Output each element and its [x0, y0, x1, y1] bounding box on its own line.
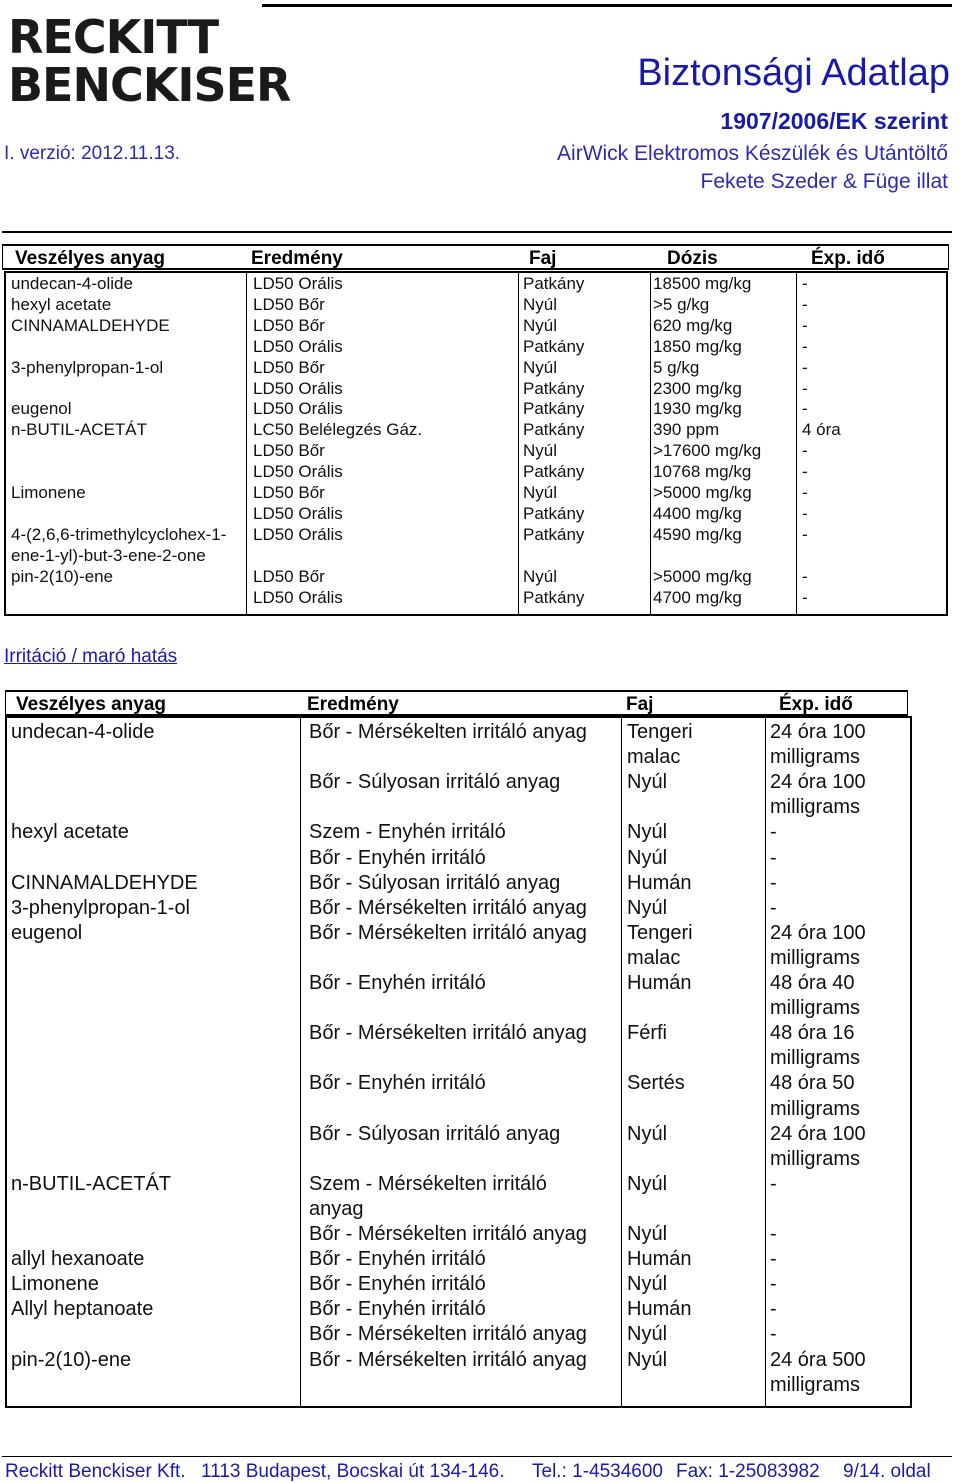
document-title: Biztonsági Adatlap: [637, 52, 950, 94]
table-cell-substance: 4-(2,6,6-trimethylcyclohex-1-: [11, 524, 227, 544]
product-name: [557, 140, 948, 196]
table-cell-substance: eugenol: [11, 921, 83, 944]
table-cell-result: LD50 Orális: [253, 462, 343, 482]
table-cell-species: Tengeri: [627, 921, 693, 944]
table-cell-dose: >17600 mg/kg: [653, 441, 762, 461]
table-cell-result: LD50 Orális: [253, 524, 343, 544]
table-cell-species: Nyúl: [627, 1348, 668, 1371]
table-cell-exposure: -: [802, 315, 808, 335]
section-title-irritation: Irritáció / maró hatás: [4, 646, 178, 667]
table-cell-substance: CINNAMALDEHYDE: [11, 871, 198, 894]
table-cell-result: Bőr - Súlyosan irritáló anyag: [309, 1122, 561, 1145]
table-cell-substance: hexyl acetate: [11, 821, 129, 844]
table-cell-exposure: -: [770, 1323, 777, 1346]
footer-address: 1113 Budapest, Bocskai út 134-146.: [201, 1461, 505, 1482]
header-top-rule: [262, 4, 952, 7]
table-cell-species: Patkány: [523, 336, 585, 356]
table-cell-result: LD50 Orális: [253, 336, 343, 356]
column-header-exposure: Éxp. idő: [779, 694, 853, 715]
table-cell-species: Férfi: [627, 1022, 667, 1045]
footer-phone: Tel.: 1-4534600: [532, 1461, 663, 1482]
table-cell-species: Patkány: [523, 462, 585, 482]
table-cell-dose: >5000 mg/kg: [653, 566, 752, 586]
table-cell-species: Nyúl: [523, 315, 558, 335]
table-cell-result: Bőr - Mérsékelten irritáló anyag: [309, 1323, 587, 1346]
column-divider: [246, 273, 247, 614]
table-cell-species: Nyúl: [627, 1273, 668, 1296]
table-cell-result: LD50 Orális: [253, 503, 343, 523]
table-cell-species: Nyúl: [627, 1122, 668, 1145]
table-cell-species: Nyúl: [523, 441, 558, 461]
table-cell-result: anyag: [309, 1197, 364, 1220]
table-cell-substance: Limonene: [11, 483, 86, 502]
table-cell-species: Nyúl: [627, 1172, 668, 1195]
table-cell-substance: eugenol: [11, 399, 72, 419]
table-cell-exposure: 4 óra: [802, 420, 841, 440]
column-header-species: Faj: [626, 694, 654, 715]
table-cell-exposure: 24 óra 100: [770, 921, 866, 944]
table-cell-result: LC50 Belélegzés Gáz.: [253, 420, 423, 440]
column-divider: [765, 718, 766, 1406]
table-cell-species: Nyúl: [523, 483, 558, 502]
table-cell-exposure: -: [802, 399, 808, 419]
table-cell-result: LD50 Bőr: [253, 357, 325, 377]
table-cell-species: Humán: [627, 871, 692, 894]
table-cell-substance: ene-1-yl)-but-3-ene-2-one: [11, 545, 206, 565]
column-divider: [796, 273, 797, 614]
regulation-reference: 1907/2006/EK szerint: [720, 108, 948, 134]
table-cell-result: LD50 Bőr: [253, 294, 325, 314]
table-cell-substance: hexyl acetate: [11, 294, 112, 314]
footer-fax: Fax: 1-25083982: [676, 1461, 820, 1482]
table-cell-dose: >5 g/kg: [653, 294, 710, 314]
column-header-exposure: Éxp. idő: [811, 248, 885, 269]
company-logo: [8, 10, 293, 112]
table-cell-substance: Allyl heptanoate: [11, 1298, 154, 1321]
table-cell-result: LD50 Orális: [253, 378, 343, 398]
table-cell-result: Bőr - Enyhén irritáló: [309, 1248, 486, 1271]
table-cell-substance: Limonene: [11, 1273, 99, 1296]
table-cell-result: Bőr - Súlyosan irritáló anyag: [309, 871, 561, 894]
table-cell-exposure: -: [770, 1248, 777, 1271]
column-divider: [300, 718, 301, 1406]
table-cell-exposure: -: [770, 846, 777, 869]
table-cell-exposure: -: [770, 1223, 777, 1245]
table-cell-result: Bőr - Súlyosan irritáló anyag: [309, 771, 561, 794]
table-cell-species: Nyúl: [627, 821, 668, 844]
table-cell-result: Szem - Mérsékelten irritáló: [309, 1172, 547, 1195]
header-bottom-rule: [2, 231, 952, 233]
table-cell-exposure: -: [802, 378, 808, 398]
table-cell-species: Patkány: [523, 420, 585, 440]
table-cell-substance: pin-2(10)-ene: [11, 1348, 132, 1371]
table-cell-exposure: -: [802, 462, 808, 482]
table-cell-substance: undecan-4-olide: [11, 274, 133, 293]
table-cell-result: LD50 Bőr: [253, 566, 325, 586]
table-cell-species: malac: [627, 946, 681, 969]
table-cell-result: LD50 Bőr: [253, 315, 325, 335]
table-cell-dose: 390 ppm: [653, 420, 720, 440]
column-header-dose: Dózis: [667, 248, 718, 269]
table-cell-exposure: milligrams: [770, 1147, 860, 1170]
table-cell-species: Humán: [627, 1298, 692, 1321]
table-cell-dose: 5 g/kg: [653, 357, 700, 377]
table-cell-exposure: 48 óra 50: [770, 1072, 855, 1095]
table-cell-species: Patkány: [523, 587, 585, 607]
table-cell-substance: pin-2(10)-ene: [11, 566, 114, 586]
table-cell-substance: n-BUTIL-ACETÁT: [11, 1172, 172, 1195]
table-cell-result: LD50 Bőr: [253, 483, 325, 502]
table-cell-result: Bőr - Mérsékelten irritáló anyag: [309, 1223, 587, 1245]
table-cell-exposure: -: [802, 587, 808, 607]
table-cell-result: Szem - Enyhén irritáló: [309, 821, 506, 844]
table-cell-result: Bőr - Enyhén irritáló: [309, 972, 486, 994]
table-cell-exposure: 24 óra 100: [770, 1122, 866, 1145]
table-cell-result: Bőr - Mérsékelten irritáló anyag: [309, 1022, 587, 1045]
table-cell-exposure: -: [770, 1172, 777, 1195]
table-cell-result: LD50 Orális: [253, 274, 343, 293]
irritation-table-header: [5, 690, 908, 716]
table-cell-exposure: 48 óra 16: [770, 1022, 855, 1045]
column-header-substance: Veszélyes anyag: [16, 694, 166, 715]
table-cell-species: malac: [627, 746, 681, 769]
logo-text-line2: BENCKISER: [8, 58, 291, 112]
table-cell-dose: 1850 mg/kg: [653, 336, 742, 356]
column-divider: [621, 718, 622, 1406]
table-cell-exposure: -: [802, 441, 808, 461]
table-cell-exposure: -: [770, 871, 777, 894]
table-cell-dose: 2300 mg/kg: [653, 378, 742, 398]
table-cell-exposure: -: [802, 294, 808, 314]
logo-text-line1: RECKITT: [8, 10, 219, 64]
table-cell-dose: 1930 mg/kg: [653, 399, 742, 419]
table-cell-result: LD50 Bőr: [253, 441, 325, 461]
table-cell-exposure: -: [770, 1273, 777, 1296]
table-cell-species: Patkány: [523, 399, 585, 419]
table-cell-result: Bőr - Mérsékelten irritáló anyag: [309, 921, 587, 944]
table-cell-dose: 4700 mg/kg: [653, 587, 742, 607]
table-cell-dose: 10768 mg/kg: [653, 462, 752, 482]
version-date: I. verzió: 2012.11.13.: [4, 143, 181, 164]
table-cell-species: Nyúl: [627, 1223, 668, 1245]
table-cell-exposure: 24 óra 500: [770, 1348, 866, 1371]
table-cell-result: Bőr - Mérsékelten irritáló anyag: [309, 896, 587, 919]
table-cell-species: Humán: [627, 1248, 692, 1271]
table-cell-species: Nyúl: [523, 566, 558, 586]
table-cell-dose: 4590 mg/kg: [653, 524, 742, 544]
table-cell-result: Bőr - Enyhén irritáló: [309, 846, 486, 869]
toxicity-table-header: [2, 244, 949, 270]
table-cell-exposure: milligrams: [770, 946, 860, 969]
table-cell-exposure: milligrams: [770, 1097, 860, 1120]
table-cell-exposure: -: [770, 896, 777, 919]
table-cell-exposure: 24 óra 100: [770, 771, 866, 794]
table-cell-result: Bőr - Mérsékelten irritáló anyag: [309, 721, 587, 743]
table-cell-species: Sertés: [627, 1072, 685, 1095]
product-name-line1: AirWick Elektromos Készülék és Utántöltő: [557, 142, 948, 165]
table-cell-substance: n-BUTIL-ACETÁT: [11, 420, 148, 440]
table-cell-result: LD50 Orális: [253, 399, 343, 419]
table-cell-species: Patkány: [523, 378, 585, 398]
table-cell-exposure: milligrams: [770, 1373, 860, 1396]
product-name-line2: Fekete Szeder & Füge illat: [700, 170, 948, 193]
table-cell-exposure: milligrams: [770, 997, 860, 1020]
table-cell-result: Bőr - Enyhén irritáló: [309, 1072, 486, 1095]
table-cell-substance: 3-phenylpropan-1-ol: [11, 896, 191, 919]
table-cell-species: Tengeri: [627, 721, 693, 743]
table-cell-species: Patkány: [523, 524, 585, 544]
table-cell-exposure: -: [802, 566, 808, 586]
table-cell-exposure: 48 óra 40: [770, 972, 855, 994]
table-cell-species: Nyúl: [627, 896, 668, 919]
table-cell-exposure: -: [770, 821, 777, 844]
table-cell-exposure: milligrams: [770, 1047, 860, 1070]
table-cell-exposure: milligrams: [770, 796, 860, 819]
table-cell-exposure: -: [802, 524, 808, 544]
table-cell-species: Nyúl: [627, 771, 668, 794]
table-cell-dose: 18500 mg/kg: [653, 274, 752, 293]
table-cell-substance: CINNAMALDEHYDE: [11, 315, 170, 335]
irritation-table-body: [5, 716, 912, 1408]
table-cell-species: Nyúl: [627, 846, 668, 869]
table-cell-exposure: -: [802, 357, 808, 377]
toxicity-table-body: [4, 271, 948, 616]
table-cell-substance: allyl hexanoate: [11, 1248, 145, 1271]
table-cell-species: Patkány: [523, 274, 585, 293]
table-cell-species: Nyúl: [627, 1323, 668, 1346]
table-cell-dose: 620 mg/kg: [653, 315, 733, 335]
table-cell-dose: >5000 mg/kg: [653, 483, 752, 502]
table-cell-exposure: -: [770, 1298, 777, 1321]
column-header-result: Eredmény: [251, 248, 343, 269]
table-cell-result: Bőr - Mérsékelten irritáló anyag: [309, 1348, 587, 1371]
table-cell-species: Patkány: [523, 503, 585, 523]
table-cell-exposure: -: [802, 274, 808, 293]
column-header-result: Eredmény: [307, 694, 399, 715]
column-header-species: Faj: [529, 248, 557, 269]
table-cell-exposure: -: [802, 503, 808, 523]
table-cell-substance: undecan-4-olide: [11, 721, 155, 743]
table-cell-result: Bőr - Enyhén irritáló: [309, 1298, 486, 1321]
footer-rule: [2, 1456, 952, 1457]
table-cell-substance: 3-phenylpropan-1-ol: [11, 357, 164, 377]
table-cell-species: Nyúl: [523, 294, 558, 314]
table-cell-exposure: milligrams: [770, 746, 860, 769]
table-cell-result: LD50 Orális: [253, 587, 343, 607]
table-cell-exposure: -: [802, 483, 808, 502]
column-divider: [518, 273, 519, 614]
footer-page-number: 9/14. oldal: [843, 1461, 931, 1482]
table-cell-dose: 4400 mg/kg: [653, 503, 742, 523]
table-cell-exposure: -: [802, 336, 808, 356]
table-cell-species: Humán: [627, 972, 692, 994]
footer-company: Reckitt Benckiser Kft.: [5, 1461, 186, 1482]
table-cell-species: Nyúl: [523, 357, 558, 377]
column-divider: [650, 273, 651, 614]
table-cell-exposure: 24 óra 100: [770, 721, 866, 743]
column-header-substance: Veszélyes anyag: [15, 248, 165, 269]
table-cell-result: Bőr - Enyhén irritáló: [309, 1273, 486, 1296]
